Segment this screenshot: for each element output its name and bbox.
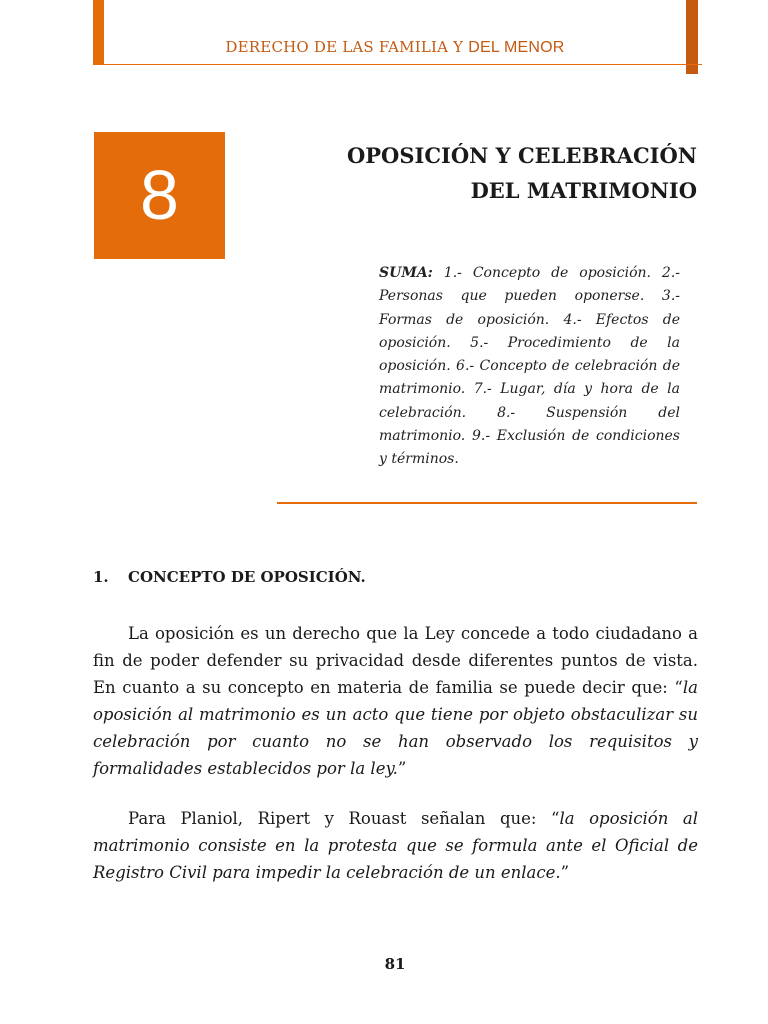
running-header <box>104 38 686 57</box>
paragraph-1-text: La oposición es un derecho que la Ley concede a todo ciudadano a fin de poder defender su privacidad desde diferentes puntos de vista. En cuanto a su concepto en materia de familia se puede decir que: “ <box>93 624 698 697</box>
section-number: 1. <box>93 568 109 586</box>
paragraph-2 <box>93 805 698 886</box>
running-header-part1: DERECHO DE LAS FAMILIA Y <box>225 38 469 56</box>
paragraph-2-quote: la oposición al matrimonio consiste en la protesta que se formula ante el Oficial de Registro Civil para impedir la celebración de un enlace. <box>93 809 698 882</box>
summary-label: SUMA: <box>379 265 433 281</box>
section-heading <box>93 568 366 586</box>
summary-divider <box>277 502 697 504</box>
chapter-title-line2: DEL MATRIMONIO <box>470 178 697 203</box>
chapter-number: 8 <box>140 156 179 234</box>
header-right-bar <box>686 0 698 74</box>
section-title: CONCEPTO DE OPOSICIÓN. <box>128 568 366 586</box>
chapter-number-box <box>94 132 225 259</box>
chapter-title <box>347 138 697 208</box>
paragraph-2-text: Para Planiol, Ripert y Rouast señalan que: “ <box>128 809 560 828</box>
summary-text: 1.- Concepto de oposición. 2.- Personas que pueden oponerse. 3.- Formas de oposición. 4.- Efectos de oposición. 5.- Procedimiento de la oposición. 6.- Concepto de celebración de matrimonio. 7.- Lugar, día y hora de la celebración. 8.- Suspensión del matrimonio. 9.- Exclusión de condiciones y términos. <box>379 265 680 468</box>
paragraph-1-quote: la oposición al matrimonio es un acto que tiene por objeto obstaculizar su celebración por cuanto no se han observado los requisitos y formalidades establecidos por la ley. <box>93 678 698 778</box>
page-number: 81 <box>384 955 406 973</box>
chapter-summary <box>379 262 680 472</box>
header-left-bar <box>93 0 104 65</box>
running-header-part2: DEL MENOR <box>468 39 565 56</box>
header-rule <box>93 64 702 65</box>
paragraph-1 <box>93 620 698 782</box>
paragraph-2-close: ” <box>560 863 570 882</box>
chapter-title-line1: OPOSICIÓN Y CELEBRACIÓN <box>346 143 697 168</box>
paragraph-1-close: ” <box>397 759 407 778</box>
